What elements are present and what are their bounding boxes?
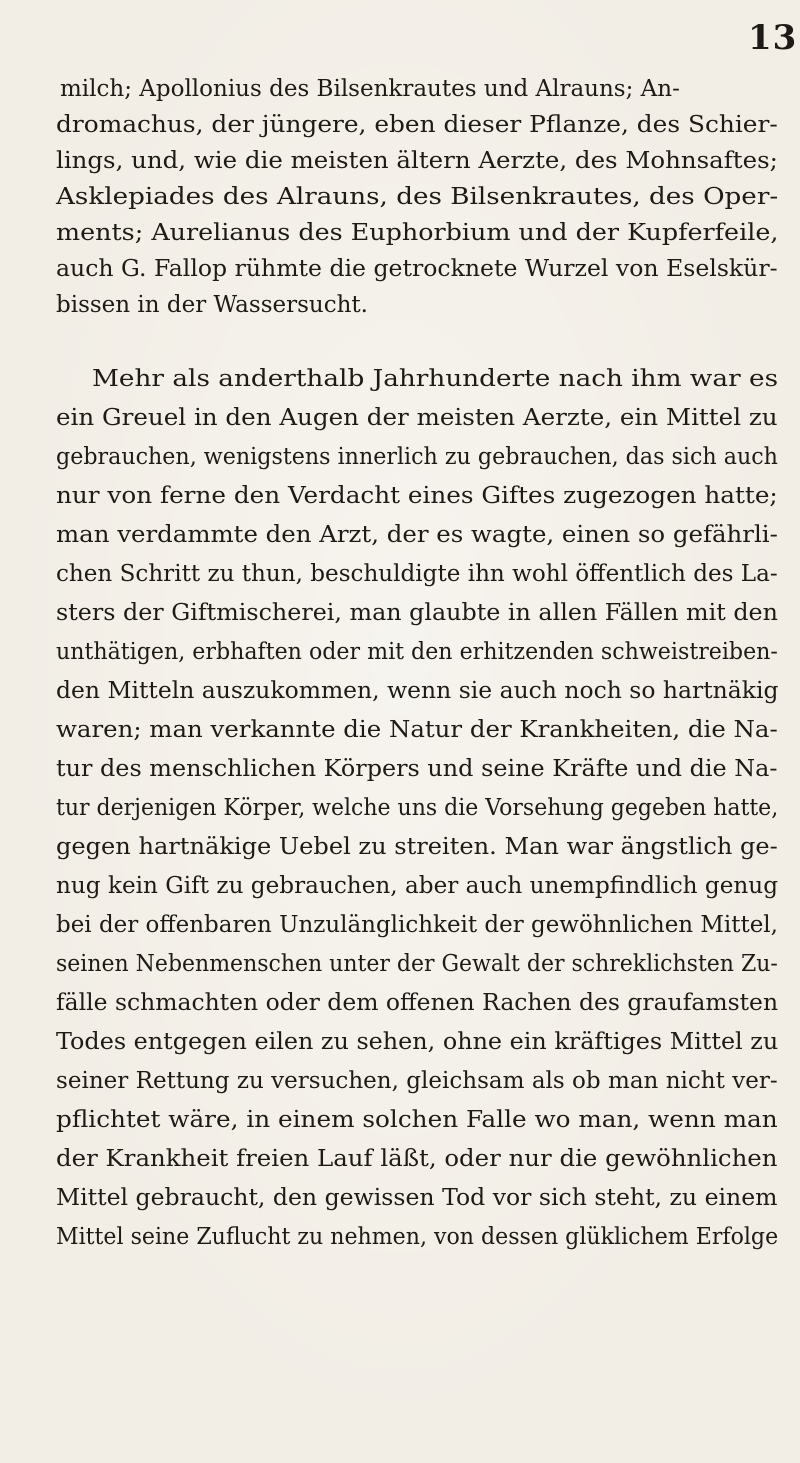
text-line: den Mitteln auszukommen, wenn sie auch noch so hartnäkig bbox=[56, 678, 779, 704]
text-line: milch; Apollonius des Bilsenkrautes und Alrauns; An- bbox=[60, 76, 680, 102]
text-line: lings, und, wie die meisten ältern Aerzte, des Mohnsaftes; bbox=[56, 148, 778, 174]
text-line: nug kein Gift zu gebrauchen, aber auch unempfindlich genug bbox=[56, 873, 779, 899]
text-line: waren; man verkannte die Natur der Krankheiten, die Na- bbox=[56, 717, 778, 743]
text-line: pflichtet wäre, in einem solchen Falle wo man, wenn man bbox=[56, 1107, 778, 1133]
text-line: man verdammte den Arzt, der es wagte, einen so gefährli- bbox=[56, 522, 778, 548]
text-line: sters der Giftmischerei, man glaubte in allen Fällen mit den bbox=[56, 600, 778, 626]
text-line: chen Schritt zu thun, beschuldigte ihn wohl öffentlich des La- bbox=[56, 561, 778, 587]
text-line: ein Greuel in den Augen der meisten Aerzte, ein Mittel zu bbox=[56, 405, 778, 431]
text-line: bissen in der Wassersucht. bbox=[56, 292, 368, 318]
text-line: unthätigen, erbhaften oder mit den erhitzenden schweistreiben- bbox=[56, 639, 778, 665]
text-line: tur des menschlichen Körpers und seine Kräfte und die Na- bbox=[56, 756, 778, 782]
text-line: gebrauchen, wenigstens innerlich zu gebrauchen, das sich auch bbox=[56, 444, 778, 470]
text-line: bei der offenbaren Unzulänglichkeit der gewöhnlichen Mittel, bbox=[56, 912, 778, 938]
text-line: Asklepiades des Alrauns, des Bilsenkrautes, des Oper- bbox=[56, 184, 779, 210]
text-line: gegen hartnäkige Uebel zu streiten. Man war ängstlich ge- bbox=[56, 834, 778, 860]
text-line: nur von ferne den Verdacht eines Giftes zugezogen hatte; bbox=[56, 483, 778, 509]
text-line: fälle schmachten oder dem offenen Rachen des graufamsten bbox=[56, 990, 779, 1016]
text-line: dromachus, der jüngere, eben dieser Pflanze, des Schier- bbox=[56, 112, 778, 138]
text-line: Todes entgegen eilen zu sehen, ohne ein kräftiges Mittel zu bbox=[56, 1029, 779, 1055]
text-line: seinen Nebenmenschen unter der Gewalt der schreklichsten Zu- bbox=[56, 951, 778, 977]
text-line: ments; Aurelianus des Euphorbium und der Kupferfeile, bbox=[56, 220, 779, 246]
page-number: 13 bbox=[748, 18, 798, 58]
text-line: auch G. Fallop rühmte die getrocknete Wurzel von Eselskür- bbox=[56, 256, 778, 282]
text-line: der Krankheit freien Lauf läßt, oder nur die gewöhnlichen bbox=[56, 1146, 778, 1172]
text-line: tur derjenigen Körper, welche uns die Vorsehung gegeben hatte, bbox=[56, 795, 779, 821]
text-line: seiner Rettung zu versuchen, gleichsam als ob man nicht ver- bbox=[56, 1068, 778, 1094]
text-line: Mittel gebraucht, den gewissen Tod vor sich steht, zu einem bbox=[56, 1185, 778, 1211]
text-line: Mehr als anderthalb Jahrhunderte nach ihm war es bbox=[92, 366, 779, 392]
text-line: Mittel seine Zuflucht zu nehmen, von dessen glüklichem Erfolge bbox=[56, 1224, 779, 1250]
